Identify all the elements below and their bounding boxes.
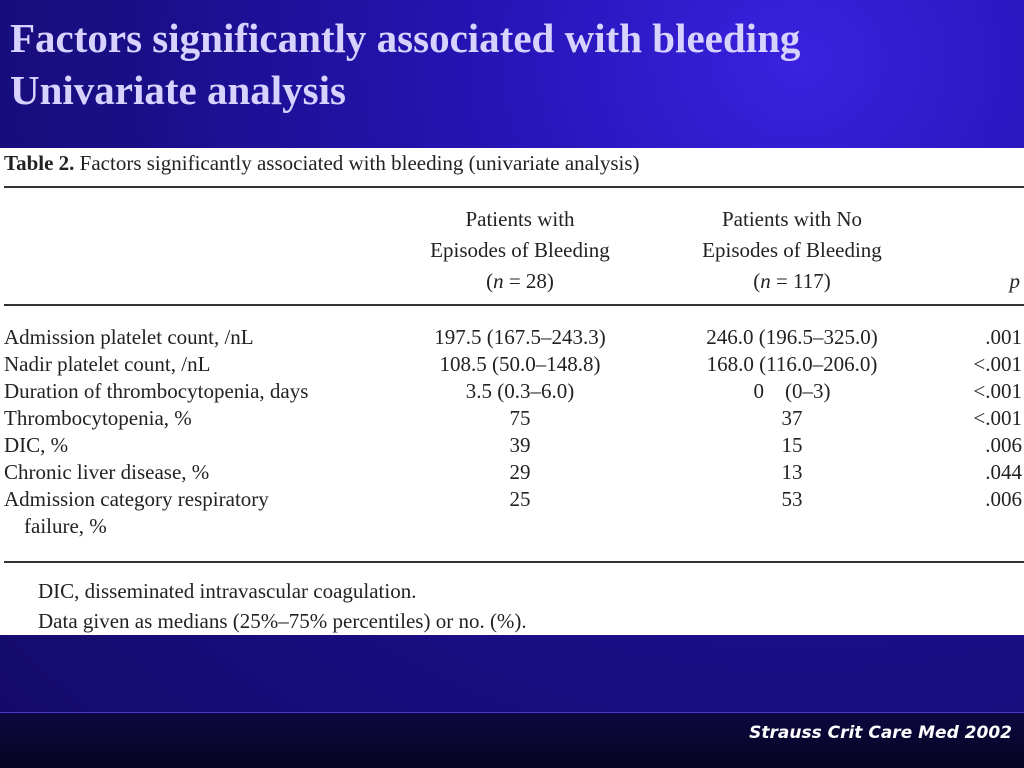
table-row xyxy=(0,459,1024,486)
citation: Strauss Crit Care Med 2002 xyxy=(749,723,1012,743)
row-p-value: .006 xyxy=(985,487,1022,511)
title-line-1: Factors significantly associated with bleeding xyxy=(10,15,801,61)
row-value-bleeding: 3.5 (0.3–6.0) xyxy=(465,379,575,403)
table-row xyxy=(0,486,1024,542)
row-value-no-bleeding: 37 xyxy=(781,406,803,430)
table-row xyxy=(0,351,1024,378)
row-value-bleeding: 75 xyxy=(509,406,531,430)
row-p-value: .006 xyxy=(985,433,1022,457)
column-header-p: p xyxy=(1009,269,1020,293)
table-top-rule xyxy=(4,186,1024,188)
row-value-bleeding: 108.5 (50.0–148.8) xyxy=(439,352,601,376)
footnote-data-format: Data given as medians (25%–75% percentiles) or no. (%). xyxy=(38,609,527,633)
row-p-value: .044 xyxy=(985,460,1022,484)
column-header-no-bleeding xyxy=(672,204,912,297)
table-row xyxy=(0,432,1024,459)
table-row xyxy=(0,324,1024,351)
table-bottom-rule xyxy=(4,561,1024,563)
column-header-no-bleeding-line2: Episodes of Bleeding xyxy=(702,238,882,262)
table-body xyxy=(0,324,1024,542)
row-label-line2: failure, % xyxy=(24,514,107,538)
table-caption-text: Factors significantly associated with bleeding (univariate analysis) xyxy=(74,151,640,175)
footer-band xyxy=(0,712,1024,768)
footnote-abbreviation: DIC, disseminated intravascular coagulation. xyxy=(38,579,417,603)
table-panel xyxy=(0,148,1024,635)
row-value-bleeding: 39 xyxy=(509,433,531,457)
table-caption-label: Table 2. xyxy=(4,151,75,175)
column-header-bleeding-n: (n = 28) xyxy=(486,269,554,293)
row-p-value: .001 xyxy=(985,325,1022,349)
row-label: DIC, % xyxy=(4,433,69,457)
row-p-value: <.001 xyxy=(973,379,1022,403)
column-header-no-bleeding-n: (n = 117) xyxy=(753,269,831,293)
row-p-value: <.001 xyxy=(973,352,1022,376)
column-header-bleeding-line1: Patients with xyxy=(465,207,575,231)
row-value-bleeding: 25 xyxy=(509,487,531,511)
row-label: Admission platelet count, /nL xyxy=(4,325,254,349)
slide-title xyxy=(10,12,1014,116)
row-label: Duration of thrombocytopenia, days xyxy=(4,379,309,403)
row-value-no-bleeding: 13 xyxy=(781,460,803,484)
row-p-value: <.001 xyxy=(973,406,1022,430)
column-header-no-bleeding-line1: Patients with No xyxy=(722,207,862,231)
row-value-bleeding: 197.5 (167.5–243.3) xyxy=(434,325,606,349)
table-footnotes xyxy=(38,576,527,636)
row-value-no-bleeding: 0 (0–3) xyxy=(753,379,831,403)
row-label: Chronic liver disease, % xyxy=(4,460,210,484)
table-header-rule xyxy=(4,304,1024,306)
table-row xyxy=(0,378,1024,405)
table-row xyxy=(0,405,1024,432)
row-label-line1: Admission category respiratory xyxy=(4,487,269,511)
column-header-bleeding-line2: Episodes of Bleeding xyxy=(430,238,610,262)
table-caption xyxy=(4,150,640,176)
title-line-2: Univariate analysis xyxy=(10,67,346,113)
row-value-no-bleeding: 246.0 (196.5–325.0) xyxy=(706,325,878,349)
row-value-no-bleeding: 168.0 (116.0–206.0) xyxy=(706,352,878,376)
row-value-no-bleeding: 53 xyxy=(781,487,803,511)
row-label xyxy=(4,486,269,540)
row-value-no-bleeding: 15 xyxy=(781,433,803,457)
row-value-bleeding: 29 xyxy=(509,460,531,484)
row-label: Thrombocytopenia, % xyxy=(4,406,192,430)
column-header-bleeding xyxy=(400,204,640,297)
row-label: Nadir platelet count, /nL xyxy=(4,352,211,376)
